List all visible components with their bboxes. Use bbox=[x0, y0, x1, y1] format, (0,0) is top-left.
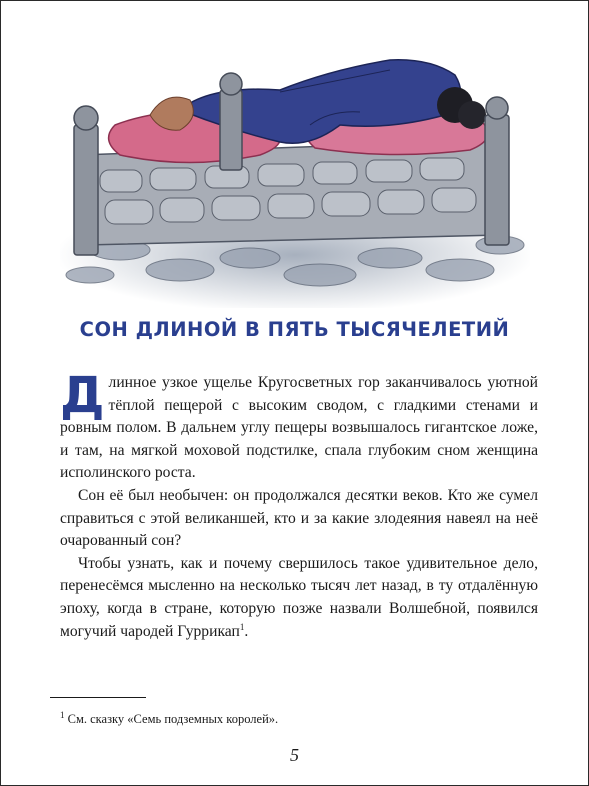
drop-cap: Д bbox=[60, 366, 105, 424]
paragraph-2: Сон её был необычен: он продолжался десятки веков. Кто же сумел справиться с этой великаншей, кто и за какие злодеяния навеял на неё очарованный сон? bbox=[60, 486, 538, 550]
page-number: 5 bbox=[290, 745, 299, 765]
chapter-body bbox=[60, 366, 538, 643]
paragraph-1 bbox=[60, 366, 538, 485]
footnote-text: См. сказку «Семь подземных королей». bbox=[67, 712, 279, 726]
paragraph-1-text: линное узкое ущелье Кругосветных гор заканчивалось уютной тёплой пещерой с высоким сводом, с гладкими стенами и ровным полом. В дальнем углу пещеры возвышалось гигантское ложе, и там, на мягкой моховой подстилке, спала глубоким сном женщина исполинского роста. bbox=[60, 374, 538, 482]
chapter-title: СОН ДЛИНОЙ В ПЯТЬ ТЫСЯЧЕЛЕТИЙ bbox=[79, 318, 510, 341]
footnote-marker: 1 bbox=[60, 709, 65, 720]
footnote-reference[interactable]: 1 bbox=[239, 621, 245, 632]
illustration-sleeping-giantess bbox=[60, 30, 530, 308]
paragraph-3-text: Чтобы узнать, как и почему свершилось такое удивительное дело, перенесёмся мысленно на несколько тысяч лет назад, в ту отдалённую эпоху, когда в стране, которую позже назвали Волшебной, появился могучий чародей Гуррикап bbox=[60, 554, 538, 640]
paragraph-3: Чтобы узнать, как и почему свершилось такое удивительное дело, перенесёмся мысленно на несколько тысяч лет назад, в ту отдалённую эпоху, когда в стране, которую позже назвали Волшебной, появился могучий чародей Гуррикап$^1$. bbox=[60, 554, 538, 640]
footnote bbox=[60, 709, 279, 727]
footnote-divider bbox=[50, 697, 146, 698]
